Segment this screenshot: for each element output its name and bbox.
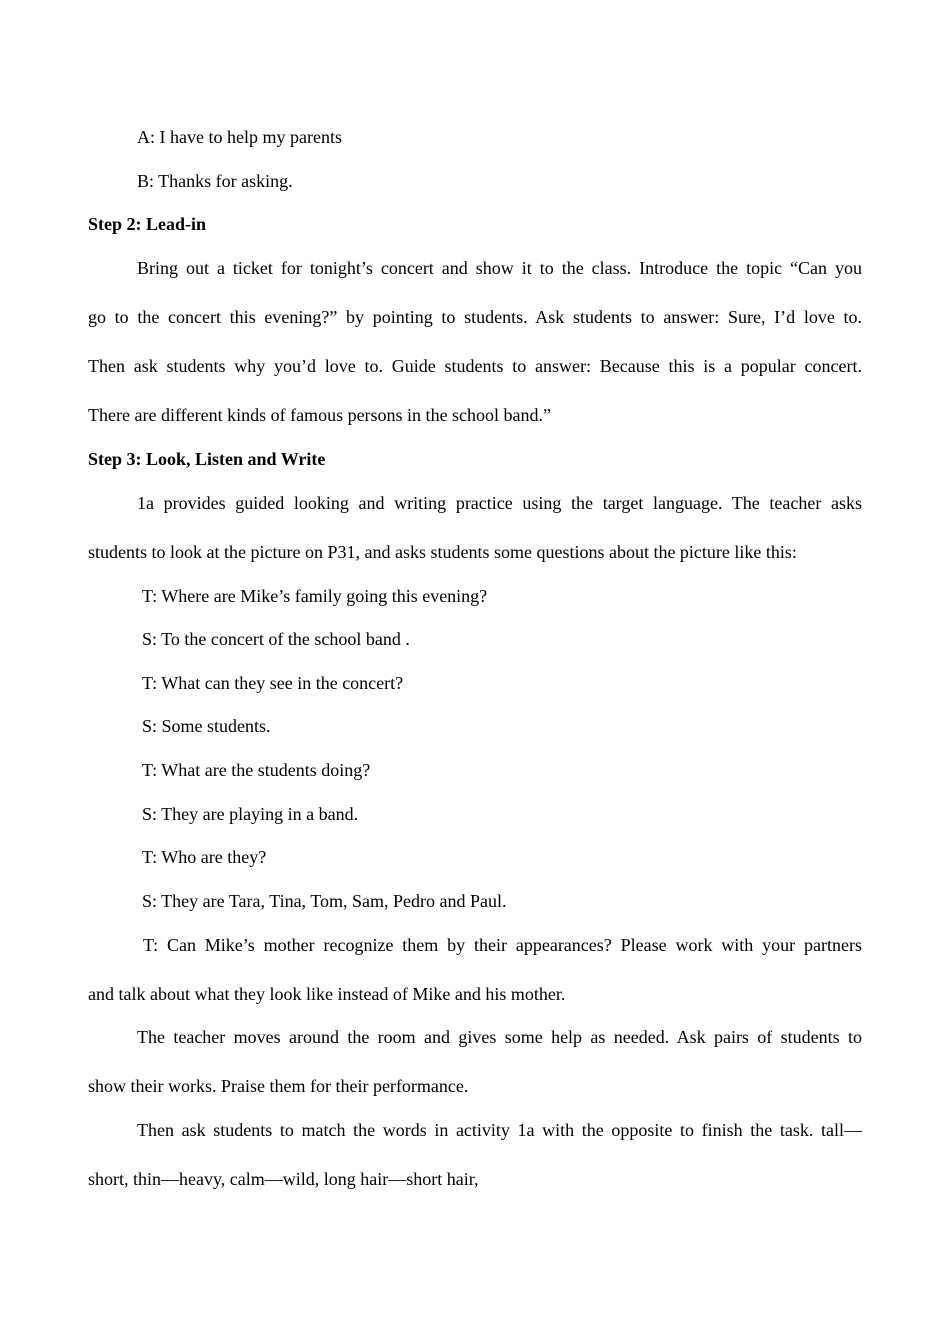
step3-intro-line: students to look at the picture on P31, and asks students some questions about the picture like this: [88,542,797,562]
step3-heading: Step 3: Look, Listen and Write [88,449,326,469]
step2-paragraph-line: Then ask students why you’d love to. Guide students to answer: Because this is a popular concert. [88,356,862,376]
step2-paragraph-line: Bring out a ticket for tonight’s concert and show it to the class. Introduce the topic “Can you [137,258,862,278]
dialogue-line: T: What can they see in the concert? [142,673,404,693]
dialogue-line: T: What are the students doing? [142,760,371,780]
help-line: The teacher moves around the room and gives some help as needed. Ask pairs of students to [137,1027,862,1047]
dialogue-line: S: Some students. [142,716,271,736]
dialogue-line: T: Where are Mike’s family going this evening? [142,586,488,606]
help-line: show their works. Praise them for their performance. [88,1076,469,1096]
step2-paragraph-line: There are different kinds of famous persons in the school band.” [88,405,552,425]
step2-paragraph-line: go to the concert this evening?” by pointing to students. Ask students to answer: Sure, I’d love to. [88,307,862,327]
dialogue-line-a: A: I have to help my parents [137,127,342,147]
teacher-question-line: and talk about what they look like instead of Mike and his mother. [88,984,566,1004]
dialogue-line: S: They are playing in a band. [142,804,359,824]
dialogue-line: T: Who are they? [142,847,267,867]
match-line: short, thin—heavy, calm—wild, long hair—short hair, [88,1169,479,1189]
step3-intro-line: 1a provides guided looking and writing practice using the target language. The teacher asks [137,493,862,513]
match-line: Then ask students to match the words in activity 1a with the opposite to finish the task. tall— [137,1120,862,1140]
dialogue-line-b: B: Thanks for asking. [137,171,293,191]
step2-heading: Step 2: Lead-in [88,214,207,234]
dialogue-line: S: To the concert of the school band . [142,629,410,649]
dialogue-line: S: They are Tara, Tina, Tom, Sam, Pedro and Paul. [142,891,507,911]
teacher-question-line: T: Can Mike’s mother recognize them by their appearances? Please work with your partners [143,935,862,955]
